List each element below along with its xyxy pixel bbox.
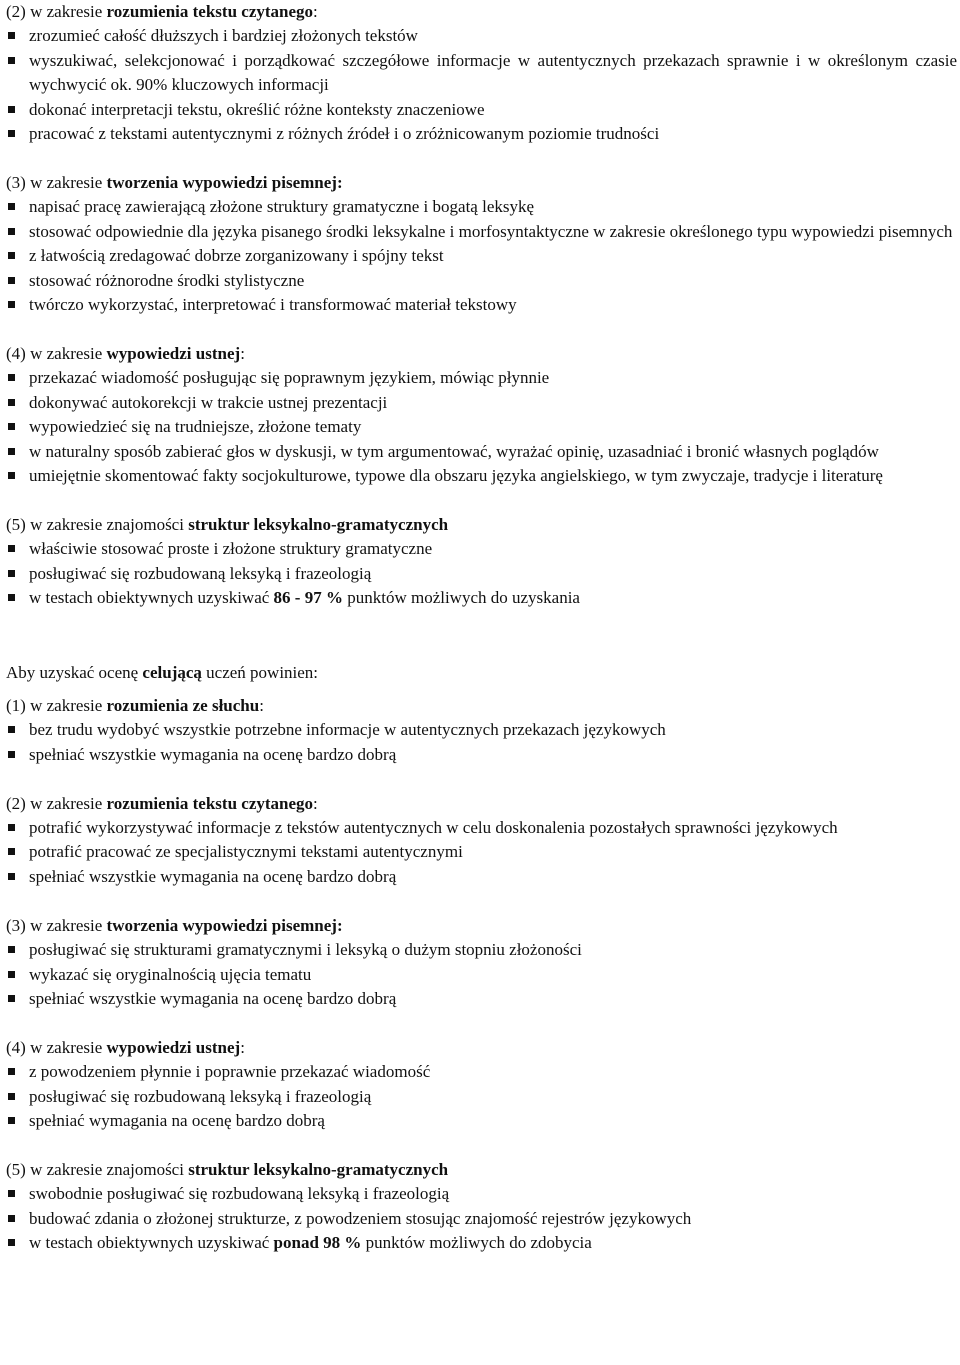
section-heading: (2) w zakresie rozumienia tekstu czytanego: xyxy=(6,793,318,813)
square-bullet-icon xyxy=(8,995,15,1002)
section-heading: (3) w zakresie tworzenia wypowiedzi pisemnej: xyxy=(6,172,343,192)
list-item: posługiwać się strukturami gramatycznymi i leksyką o dużym stopniu złożoności xyxy=(6,938,957,962)
square-bullet-icon xyxy=(8,545,15,552)
square-bullet-icon xyxy=(8,423,15,430)
list-item: spełniać wszystkie wymagania na ocenę bardzo dobrą xyxy=(6,987,957,1011)
criteria-list xyxy=(6,816,957,889)
section-heading: (4) w zakresie wypowiedzi ustnej: xyxy=(6,343,245,363)
list-item: stosować odpowiednie dla języka pisanego środki leksykalne i morfosyntaktyczne w zakresie określonego typu wypowiedzi pisemnych xyxy=(6,220,957,244)
section xyxy=(6,914,957,1012)
list-item: dokonywać autokorekcji w trakcie ustnej prezentacji xyxy=(6,391,957,415)
list-item: w testach obiektywnych uzyskiwać ponad 98 % punktów możliwych do zdobycia xyxy=(6,1231,957,1255)
square-bullet-icon xyxy=(8,824,15,831)
list-item: posługiwać się rozbudowaną leksyką i frazeologią xyxy=(6,562,957,586)
section xyxy=(6,1158,957,1256)
list-item: w naturalny sposób zabierać głos w dyskusji, w tym argumentować, wyrażać opinię, uzasadniać i bronić własnych poglądów xyxy=(6,440,957,464)
square-bullet-icon xyxy=(8,848,15,855)
criteria-list xyxy=(6,195,957,317)
list-item: stosować różnorodne środki stylistyczne xyxy=(6,269,957,293)
list-item: posługiwać się rozbudowaną leksyką i frazeologią xyxy=(6,1085,957,1109)
square-bullet-icon xyxy=(8,751,15,758)
square-bullet-icon xyxy=(8,57,15,64)
criteria-list xyxy=(6,1060,957,1133)
list-item: potrafić wykorzystywać informacje z tekstów autentycznych w celu doskonalenia pozostałych sprawności językowych xyxy=(6,816,957,840)
square-bullet-icon xyxy=(8,1239,15,1246)
square-bullet-icon xyxy=(8,1093,15,1100)
square-bullet-icon xyxy=(8,971,15,978)
list-item: przekazać wiadomość posługując się poprawnym językiem, mówiąc płynnie xyxy=(6,366,957,390)
list-item: napisać pracę zawierającą złożone struktury gramatyczne i bogatą leksykę xyxy=(6,195,957,219)
square-bullet-icon xyxy=(8,130,15,137)
square-bullet-icon xyxy=(8,1068,15,1075)
section-heading: (5) w zakresie znajomości struktur leksykalno-gramatycznych xyxy=(6,1159,449,1179)
square-bullet-icon xyxy=(8,726,15,733)
section-heading: (4) w zakresie wypowiedzi ustnej: xyxy=(6,1037,245,1057)
section xyxy=(6,1036,957,1134)
square-bullet-icon xyxy=(8,873,15,880)
criteria-list xyxy=(6,718,957,767)
list-item: spełniać wszystkie wymagania na ocenę bardzo dobrą xyxy=(6,865,957,889)
square-bullet-icon xyxy=(8,1215,15,1222)
criteria-list xyxy=(6,366,957,488)
square-bullet-icon xyxy=(8,1190,15,1197)
section xyxy=(6,171,957,317)
square-bullet-icon xyxy=(8,106,15,113)
section-heading: (1) w zakresie rozumienia ze słuchu: xyxy=(6,695,264,715)
list-item: wykazać się oryginalnością ujęcia tematu xyxy=(6,963,957,987)
criteria-list xyxy=(6,938,957,1011)
list-item: swobodnie posługiwać się rozbudowaną leksyką i frazeologią xyxy=(6,1182,957,1206)
section xyxy=(6,513,957,611)
list-item: właściwie stosować proste i złożone struktury gramatyczne xyxy=(6,537,957,561)
square-bullet-icon xyxy=(8,374,15,381)
square-bullet-icon xyxy=(8,228,15,235)
section-heading: (3) w zakresie tworzenia wypowiedzi pisemnej: xyxy=(6,915,343,935)
list-item: twórczo wykorzystać, interpretować i transformować materiał tekstowy xyxy=(6,293,957,317)
square-bullet-icon xyxy=(8,594,15,601)
square-bullet-icon xyxy=(8,448,15,455)
list-item: bez trudu wydobyć wszystkie potrzebne informacje w autentycznych przekazach językowych xyxy=(6,718,957,742)
section-heading: (5) w zakresie znajomości struktur leksykalno-gramatycznych xyxy=(6,514,449,534)
list-item: wypowiedzieć się na trudniejsze, złożone tematy xyxy=(6,415,957,439)
list-item: z łatwością zredagować dobrze zorganizowany i spójny tekst xyxy=(6,244,957,268)
square-bullet-icon xyxy=(8,277,15,284)
list-item: wyszukiwać, selekcjonować i porządkować szczegółowe informacje w autentycznych przekazach sprawnie i w określonym czasie wychwycić ok. 90% kluczowych informacji xyxy=(6,49,957,98)
list-item: dokonać interpretacji tekstu, określić różne konteksty znaczeniowe xyxy=(6,98,957,122)
list-item: potrafić pracować ze specjalistycznymi tekstami autentycznymi xyxy=(6,840,957,864)
list-item: z powodzeniem płynnie i poprawnie przekazać wiadomość xyxy=(6,1060,957,1084)
square-bullet-icon xyxy=(8,252,15,259)
square-bullet-icon xyxy=(8,203,15,210)
grade-intro: Aby uzyskać ocenę celującą uczeń powinien: xyxy=(6,663,319,683)
list-item: pracować z tekstami autentycznymi z różnych źródeł i o zróżnicowanym poziomie trudności xyxy=(6,122,957,146)
square-bullet-icon xyxy=(8,472,15,479)
list-item: spełniać wymagania na ocenę bardzo dobrą xyxy=(6,1109,957,1133)
section xyxy=(6,342,957,488)
list-item: zrozumieć całość dłuższych i bardziej złożonych tekstów xyxy=(6,24,957,48)
criteria-list xyxy=(6,24,957,146)
criteria-list xyxy=(6,537,957,610)
square-bullet-icon xyxy=(8,946,15,953)
section xyxy=(6,792,957,890)
list-item: umiejętnie skomentować fakty socjokulturowe, typowe dla obszaru języka angielskiego, w tym zwyczaje, tradycje i literaturę xyxy=(6,464,957,488)
section xyxy=(6,694,957,767)
square-bullet-icon xyxy=(8,1117,15,1124)
list-item: spełniać wszystkie wymagania na ocenę bardzo dobrą xyxy=(6,743,957,767)
list-item: w testach obiektywnych uzyskiwać 86 - 97 % punktów możliwych do uzyskania xyxy=(6,586,957,610)
square-bullet-icon xyxy=(8,570,15,577)
square-bullet-icon xyxy=(8,399,15,406)
criteria-list xyxy=(6,1182,957,1255)
square-bullet-icon xyxy=(8,32,15,39)
list-item: budować zdania o złożonej strukturze, z powodzeniem stosując znajomość rejestrów językowych xyxy=(6,1207,957,1231)
section-heading: (2) w zakresie rozumienia tekstu czytanego: xyxy=(6,2,318,21)
section xyxy=(6,0,957,146)
square-bullet-icon xyxy=(8,301,15,308)
